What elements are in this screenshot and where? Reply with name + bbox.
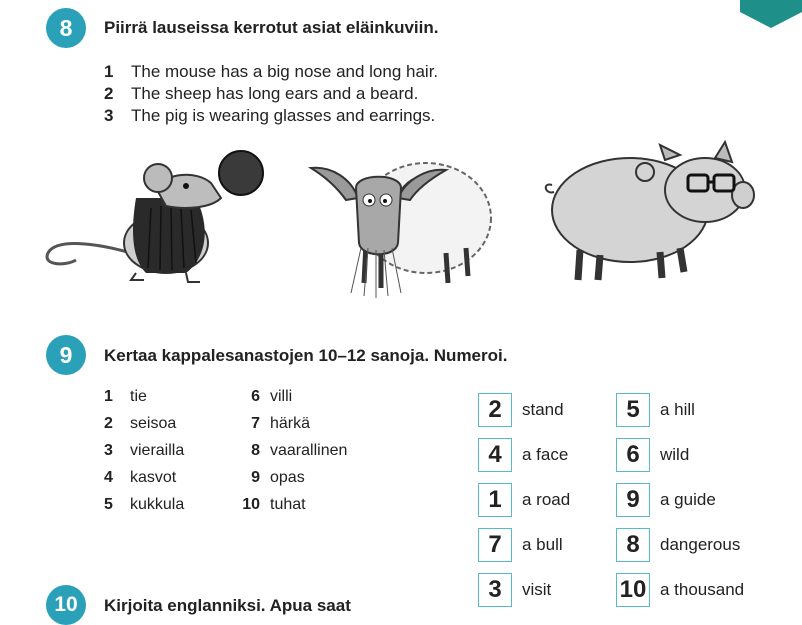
sentence-3 bbox=[104, 105, 438, 127]
word-item bbox=[236, 383, 347, 410]
word-item bbox=[236, 437, 347, 464]
sentence-text: The mouse has a big nose and long hair. bbox=[131, 62, 439, 81]
exercise-9-badge: 9 bbox=[46, 335, 86, 375]
english-word: a thousand bbox=[660, 580, 745, 599]
mouse-illustration bbox=[36, 148, 276, 288]
match-item bbox=[478, 482, 570, 518]
sheep-illustration bbox=[306, 148, 506, 298]
match-item bbox=[478, 437, 568, 473]
sentence-number: 1 bbox=[104, 62, 114, 81]
word-number: 8 bbox=[251, 442, 260, 459]
word-number: 3 bbox=[104, 442, 113, 459]
word-text: tie bbox=[130, 388, 147, 405]
english-word: a hill bbox=[660, 400, 695, 419]
word-item bbox=[236, 464, 347, 491]
english-word: visit bbox=[522, 580, 552, 599]
exercise-10-badge: 10 bbox=[46, 585, 86, 625]
word-item bbox=[104, 491, 184, 518]
match-item bbox=[478, 527, 563, 563]
exercise-8-badge: 8 bbox=[46, 8, 86, 48]
english-word: wild bbox=[660, 445, 690, 464]
word-number: 9 bbox=[251, 469, 260, 486]
exercise-10-title: Kirjoita englanniksi. Apua saat bbox=[104, 596, 351, 615]
match-item bbox=[616, 392, 695, 428]
word-text: kukkula bbox=[130, 496, 185, 513]
word-text: tuhat bbox=[270, 496, 306, 513]
word-text: vierailla bbox=[130, 442, 185, 459]
answer-box[interactable]: 1 bbox=[478, 483, 512, 517]
finnish-words-left bbox=[104, 383, 184, 518]
sentence-1 bbox=[104, 61, 438, 83]
word-number: 5 bbox=[104, 496, 113, 513]
english-word: a guide bbox=[660, 490, 716, 509]
english-word: a road bbox=[522, 490, 571, 509]
word-item bbox=[104, 410, 184, 437]
word-text: seisoa bbox=[130, 415, 177, 432]
exercise-8-title: Piirrä lauseissa kerrotut asiat eläinkuviin. bbox=[104, 18, 439, 37]
pig-illustration bbox=[540, 140, 760, 290]
exercise-9-title: Kertaa kappalesanastojen 10–12 sanoja. Numeroi. bbox=[104, 346, 508, 365]
sentence-2 bbox=[104, 83, 438, 105]
word-item bbox=[236, 491, 347, 518]
word-number: 1 bbox=[104, 388, 113, 405]
word-item bbox=[104, 464, 184, 491]
word-text: opas bbox=[270, 469, 305, 486]
word-number: 2 bbox=[104, 415, 113, 432]
match-item bbox=[616, 527, 740, 563]
word-text: härkä bbox=[270, 415, 311, 432]
word-text: kasvot bbox=[130, 469, 177, 486]
english-word: a bull bbox=[522, 535, 563, 554]
sentence-text: The pig is wearing glasses and earrings. bbox=[131, 106, 436, 125]
answer-box[interactable]: 6 bbox=[616, 438, 650, 472]
word-item bbox=[104, 437, 184, 464]
english-word: dangerous bbox=[660, 535, 741, 554]
sentence-number: 2 bbox=[104, 84, 114, 103]
word-item bbox=[236, 410, 347, 437]
answer-box[interactable]: 8 bbox=[616, 528, 650, 562]
answer-box[interactable]: 3 bbox=[478, 573, 512, 607]
answer-box[interactable]: 2 bbox=[478, 393, 512, 427]
match-item bbox=[616, 482, 716, 518]
word-number: 7 bbox=[251, 415, 260, 432]
sentence-text: The sheep has long ears and a beard. bbox=[131, 84, 419, 103]
finnish-words-right bbox=[236, 383, 347, 518]
answer-box[interactable]: 4 bbox=[478, 438, 512, 472]
sentence-number: 3 bbox=[104, 106, 114, 125]
corner-tab bbox=[740, 0, 802, 28]
english-word: a face bbox=[522, 445, 569, 464]
answer-box[interactable]: 7 bbox=[478, 528, 512, 562]
match-item bbox=[616, 572, 744, 608]
word-item bbox=[104, 383, 184, 410]
match-item bbox=[478, 392, 564, 428]
word-number: 6 bbox=[251, 388, 260, 405]
exercise-8-sentences bbox=[104, 61, 438, 127]
word-text: villi bbox=[270, 388, 293, 405]
answer-box[interactable]: 9 bbox=[616, 483, 650, 517]
match-item bbox=[478, 572, 551, 608]
word-number: 10 bbox=[242, 496, 260, 513]
match-item bbox=[616, 437, 689, 473]
word-text: vaarallinen bbox=[270, 442, 348, 459]
answer-box[interactable]: 10 bbox=[616, 573, 650, 607]
english-word: stand bbox=[522, 400, 564, 419]
word-number: 4 bbox=[104, 469, 113, 486]
answer-box[interactable]: 5 bbox=[616, 393, 650, 427]
